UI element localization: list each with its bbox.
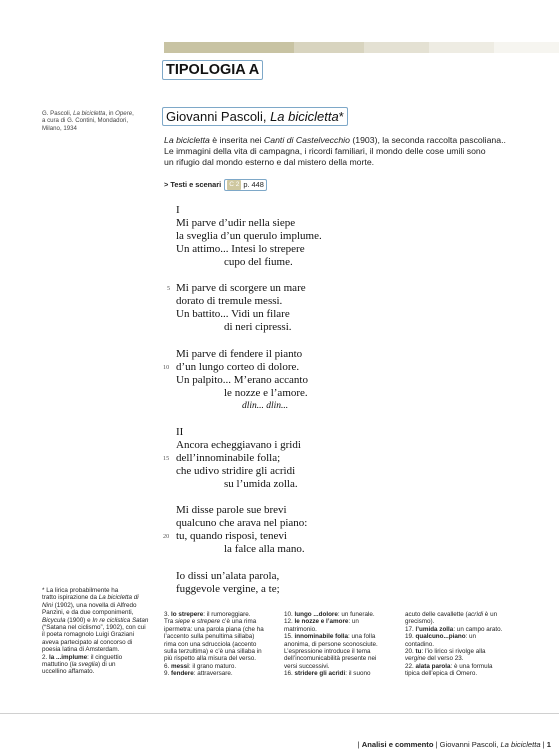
intro-text: è inserita nei [209,135,264,145]
band-segment [164,42,294,53]
note-text: ) di un [98,661,116,669]
cross-reference [164,179,267,191]
note-text: fendere [171,670,194,678]
poem-line: Mi parve di fendere il pianto [176,348,303,360]
note-text: messi [171,662,189,670]
note-text: tipica dell’epica di Omero. [405,670,478,678]
line-number: 10 [163,364,170,371]
note-text: : attraversare. [193,670,233,678]
note-text: Tra [164,618,175,626]
note-text: siepe [174,618,191,626]
note-text: e [190,618,198,626]
intro-paragraph [164,135,554,169]
footer-divider [0,713,559,714]
poem-line: cupo del fiume. [224,256,293,268]
note-text: vergine [405,655,426,663]
note-text: 9. [164,670,172,678]
poem-line: Un attimo... Intesi lo strepere [176,243,305,255]
note-text: il poeta romagnolo Luigi Graziani [42,631,135,639]
poem-line: Un palpito... M’erano accanto [176,374,308,386]
band-segment [494,42,559,53]
source-text: G. Pascoli, [42,110,74,117]
note-text: 2. [42,653,50,661]
note-text: poesia latina di Amsterdam. [42,646,120,654]
note-text: La bicicletta di [98,594,139,602]
note-text: anonima, di persone sconosciute. [284,640,378,648]
note-text: : l’io lirico si rivolge alla [421,648,486,656]
note-text: aveva partecipato al concorso di [42,638,133,646]
poem-line: che udivo stridire gli acrìdi [176,465,296,477]
footnote-column-1 [42,587,160,676]
footnote-column-3 [284,611,404,678]
note-text: la sveglia [71,661,99,669]
note-text: dell’incomunicabilità presente nei [284,655,377,663]
note-text: c’è una rima [220,618,257,626]
note-text: 3. [164,611,172,618]
poem-line: dlin... dlin... [242,401,289,411]
note-text: Bicycula [42,616,66,624]
note-text: innominabile folla [294,633,349,641]
note-text: 15. [284,633,295,641]
poem-line: fuggevole vergine, a te; [176,583,280,595]
cross-reference-page: p. 448 [243,180,264,189]
note-text: 6. [164,662,172,670]
note-text: : un [348,618,359,626]
note-text: : il rumoreggiare. [203,611,251,618]
note-text: 19. [405,633,416,641]
note-text: Nini [42,601,53,609]
footnote-column-4 [405,611,555,678]
page-title [162,107,348,126]
note-text: | Giovanni Pascoli, [433,740,501,749]
note-text: strepere [197,618,221,626]
note-text: acrìdi [467,611,484,618]
intro-text: Le immagini della vita di campagna, i ricordi familiari, il mondo delle cose umili sono [164,146,486,157]
cross-reference-badge: C 2 [229,181,240,188]
poem-line: dell’innominabile folla; [176,452,281,464]
source-text: , in [105,110,116,117]
poem-line: Mi parve d’udir nella siepe [176,217,296,229]
poem-line: Mi parve di scorgere un mare [176,282,306,294]
line-number: 5 [167,285,171,292]
poem-line: qualcuno che arava nel piano: [176,517,308,529]
band-segment [294,42,364,53]
note-text: l’umida zolla [415,625,454,633]
poem-line: Io dissi un’alata parola, [176,570,280,582]
poem-line: d’un lungo corteo di dolore. [176,361,300,373]
note-text: alata parola [415,662,451,670]
footnote-column-2 [164,611,286,678]
note-text: 16. [284,670,295,678]
note-text: L’espressione introduce il tema [284,648,371,656]
note-text: 20. [405,648,416,656]
note-text: acuto delle cavallette ( [405,611,468,618]
note-text: : una folla [348,633,376,641]
source-text: Milano, 1934 [42,124,77,132]
note-text: del verso 23. [425,655,464,663]
note-text: rima con una sdrucciola (accento [164,640,257,648]
note-text: : un funerale. [337,611,375,618]
intro-text: (1903), la seconda raccolta pascoliana.. [349,135,506,145]
footer-section: Analisi e commento [361,740,434,749]
header-color-band [164,42,559,53]
note-text: stridere gli acrìdi [294,670,346,678]
note-text: lungo ...dolore [294,611,338,618]
poem-line: Un battito... Vidi un filare [176,308,290,320]
note-text: tu [415,648,422,656]
note-text: le nozze e l’amore [294,618,349,626]
poem-line: le nozze e l’amore. [224,387,308,399]
note-text: (1900) e [65,616,93,624]
note-text: : il grano maturo. [188,662,237,670]
title-author: Giovanni Pascoli, [166,109,267,124]
section-heading: TIPOLOGIA A [162,60,263,80]
note-text: contadino. [405,640,435,648]
note-text: 12. [284,618,295,626]
note-text: In re ciclistica Satan [92,616,149,624]
note-text: più rispetto alla misura del verso. [164,655,257,663]
band-segment [429,42,494,53]
note-text: : è una formula [450,662,493,670]
note-text: | [540,740,547,749]
source-text: a cura di G. Contini, Mondadori, [42,117,129,125]
page-footer [358,740,551,749]
note-text: ipermetra: una parola piana (che ha [164,625,264,633]
note-text: (“Satana nel ciclismo”, 1902), con cui [42,624,146,632]
note-text: lo strepere [171,611,204,618]
note-text: : il suono [345,670,371,678]
cross-reference-label: > Testi e scenari [164,180,222,189]
poem-line: dorato di tremule messi. [176,295,283,307]
note-text: tratto ispirazione da [42,594,99,602]
poem-line: su l’umida zolla. [224,478,298,490]
cross-reference-link[interactable] [224,179,267,191]
line-number: 15 [163,455,170,462]
note-text: 17. [405,625,416,633]
poem-line: Mi disse parole sue brevi [176,504,287,516]
poem-line: di neri cipressi. [224,321,292,333]
note-text: : il cinguettio [87,653,123,661]
note-text: versi successivi. [284,662,330,670]
line-number: 20 [163,533,170,540]
note-text: grecismo). [405,618,435,626]
note-text: : un campo arato. [453,625,503,633]
note-text: 10. [284,611,295,618]
note-text: uccellino affamato. [42,668,95,676]
poem-line: la falce alla mano. [224,543,305,555]
source-note [42,110,152,132]
note-text: mattutino ( [42,661,72,669]
intro-work: La bicicletta [164,135,210,145]
note-text: | [357,740,362,749]
note-text: qualcuno...piano [415,633,466,641]
poem-line: I [176,204,180,216]
note-text: è un [483,611,498,618]
note-text: l’accento sulla penultima sillaba) [164,633,255,641]
poem-line: II [176,426,184,438]
note-text: (1902), una novella di Alfredo [52,601,137,609]
source-text: , [132,110,134,117]
page-number: 1 [546,740,551,749]
note-text: : un [465,633,477,641]
note-text: * La lirica probabilmente ha [42,587,119,594]
source-book: Opere [115,110,133,117]
band-segment [364,42,429,53]
poem-line: la sveglia d’un querulo implume. [176,230,322,242]
note-text: matrimonio. [284,625,317,633]
note-text: Panzini, e da due componimenti, [42,609,134,617]
poem-line: Ancora echeggiavano i gridi [176,439,301,451]
intro-collection: Canti di Castelvecchio [263,135,350,145]
note-text: la ...implume [49,653,88,661]
footer-work: La bicicletta [500,740,541,749]
title-work: La bicicletta [270,109,339,124]
source-title: La bicicletta [73,110,106,117]
poem-line: tu, quando risposi, tenevi [176,530,287,542]
note-text: sulla terzultima) e c’è una sillaba in [164,648,262,656]
note-text: 22. [405,662,416,670]
title-footnote-mark: * [338,109,344,124]
intro-text: un rifugio dal mondo esterno e dal mistero della morte. [164,157,375,168]
